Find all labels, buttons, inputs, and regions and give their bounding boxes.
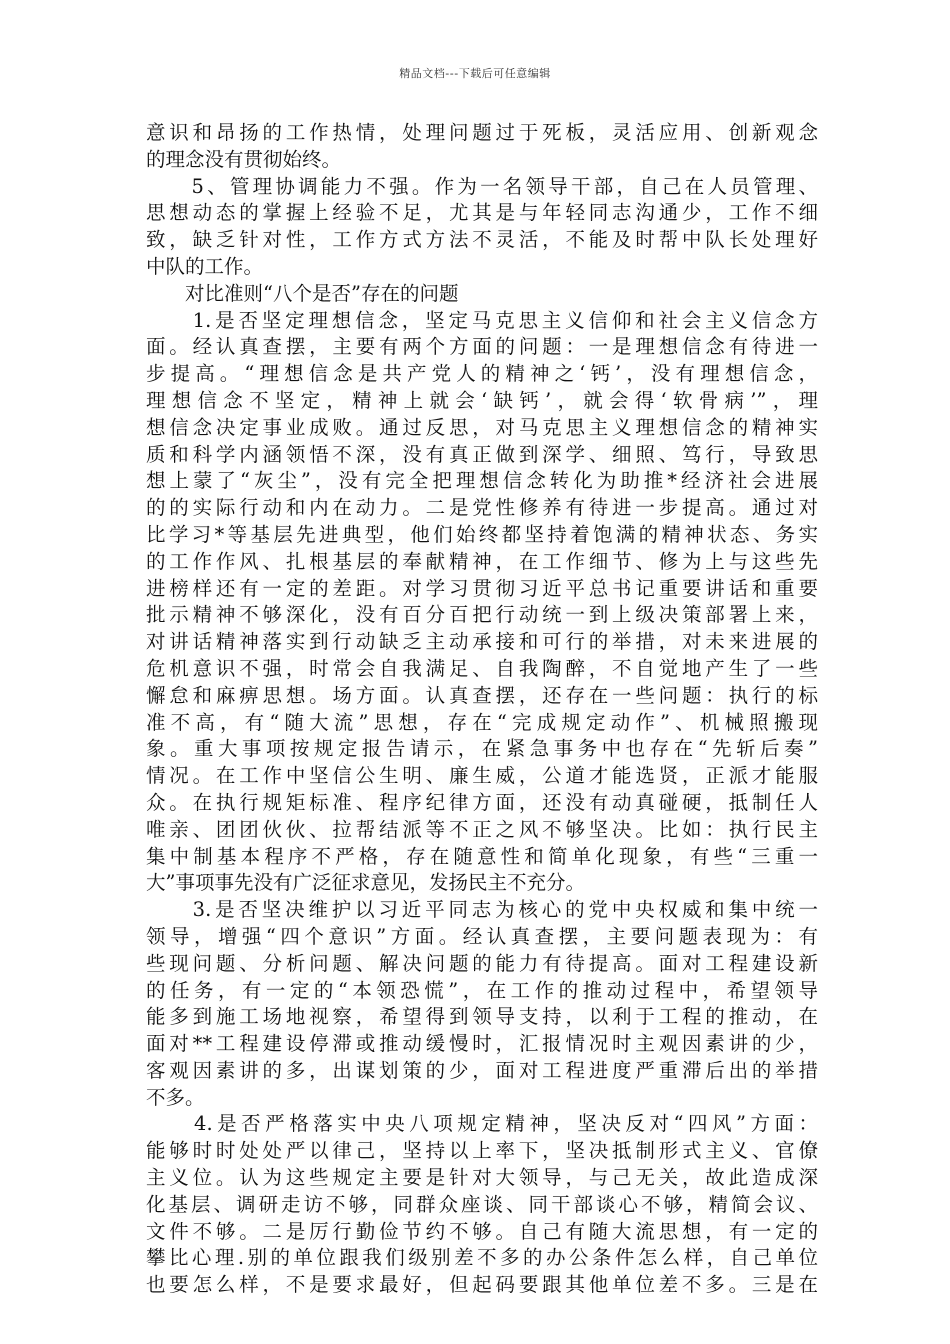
text-line: 3.是否坚决维护以习近平同志为核心的党中央权威和集中统一 bbox=[146, 898, 818, 922]
text-line: 集中制基本程序不严格，存在随意性和简单化现象，有些“三重一 bbox=[146, 844, 818, 868]
text-line: 面。经认真查摆，主要有两个方面的问题：一是理想信念有待进一 bbox=[146, 335, 818, 359]
text-line: 想上蒙了“灰尘”，没有完全把理想信念转化为助推*经济社会进展 bbox=[146, 469, 818, 493]
text-line: 能够时时处处严以律己，坚持以上率下，坚决抵制形式主义、官僚 bbox=[146, 1139, 818, 1163]
text-line: 准不高，有“随大流”思想，存在“完成规定动作”、机械照搬现 bbox=[146, 710, 818, 734]
text-line: 面对**工程建设停滞或推动缓慢时，汇报情况时主观因素讲的少， bbox=[146, 1032, 818, 1056]
text-line: 1.是否坚定理想信念，坚定马克思主义信仰和社会主义信念方 bbox=[146, 308, 818, 332]
document-body bbox=[146, 120, 818, 1299]
text-line: 质和科学内涵领悟不深，没有真正做到深学、细照、笃行，导致思 bbox=[146, 442, 818, 466]
text-line: 唯亲、团团伙伙、拉帮结派等不正之风不够坚决。比如：执行民主 bbox=[146, 817, 818, 841]
text-line: 象。重大事项按规定报告请示，在紧急事务中也存在“先斩后奏” bbox=[146, 737, 818, 761]
text-line: 大”事项事先没有广泛征求意见，发扬民主不充分。 bbox=[146, 871, 585, 895]
text-line: 步提高。“理想信念是共产党人的精神之‘钙’，没有理想信念， bbox=[146, 362, 818, 386]
text-line: 的任务，有一定的“本领恐慌”，在工作的推动过程中，希望领导 bbox=[146, 978, 818, 1002]
text-line: 能多到施工场地视察，希望得到领导支持，以利于工程的推动，在 bbox=[146, 1005, 818, 1029]
text-line: 些现问题、分析问题、解决问题的能力有待提高。面对工程建设新 bbox=[146, 951, 818, 975]
text-line: 批示精神不够深化，没有百分百把行动统一到上级决策部署上来， bbox=[146, 603, 818, 627]
text-line: 4.是否严格落实中央八项规定精神，坚决反对“四风”方面： bbox=[146, 1112, 818, 1136]
text-line: 文件不够。二是厉行勤俭节约不够。自己有随大流思想，有一定的 bbox=[146, 1219, 818, 1243]
text-line: 比学习*等基层先进典型，他们始终都坚持着饱满的精神状态、务实 bbox=[146, 522, 818, 546]
text-line: 5、管理协调能力不强。作为一名领导干部，自己在人员管理、 bbox=[146, 174, 818, 198]
text-line: 思想动态的掌握上经验不足，尤其是与年轻同志沟通少，工作不细 bbox=[146, 201, 818, 225]
text-line: 领导，增强“四个意识”方面。经认真查摆，主要问题表现为：有 bbox=[146, 924, 818, 948]
text-line: 中队的工作。 bbox=[146, 254, 264, 278]
text-line: 的理念没有贯彻始终。 bbox=[146, 147, 342, 171]
text-line: 懈怠和麻痹思想。场方面。认真查摆，还存在一些问题：执行的标 bbox=[146, 683, 818, 707]
text-line: 危机意识不强，时常会自我满足、自我陶醉，不自觉地产生了一些 bbox=[146, 656, 818, 680]
text-line: 进榜样还有一定的差距。对学习贯彻习近平总书记重要讲话和重要 bbox=[146, 576, 818, 600]
text-line: 情况。在工作中坚信公生明、廉生威，公道才能选贤，正派才能服 bbox=[146, 764, 818, 788]
text-line: 的工作作风、扎根基层的奉献精神，在工作细节、修为上与这些先 bbox=[146, 549, 818, 573]
text-line: 众。在执行规矩标准、程序纪律方面，还没有动真碰硬，抵制任人 bbox=[146, 790, 818, 814]
text-line: 化基层、调研走访不够，同群众座谈、同干部谈心不够，精简会议、 bbox=[146, 1192, 818, 1216]
text-line: 也要怎么样，不是要求最好，但起码要跟其他单位差不多。三是在 bbox=[146, 1273, 818, 1297]
text-line: 不多。 bbox=[146, 1085, 205, 1109]
text-line: 主义位。认为这些规定主要是针对大领导，与己无关，故此造成深 bbox=[146, 1166, 818, 1190]
text-line: 的的实际行动和内在动力。二是党性修养有待进一步提高。通过对 bbox=[146, 496, 818, 520]
text-line: 客观因素讲的多，出谋划策的少，面对工程进度严重滞后出的举措 bbox=[146, 1058, 818, 1082]
text-line: 想信念决定事业成败。通过反思，对马克思主义理想信念的精神实 bbox=[146, 415, 818, 439]
text-line: 攀比心理.别的单位跟我们级别差不多的办公条件怎么样，自己单位 bbox=[146, 1246, 818, 1270]
text-line: 对讲话精神落实到行动缺乏主动承接和可行的举措，对未来进展的 bbox=[146, 630, 818, 654]
text-line: 致，缺乏针对性，工作方式方法不灵活，不能及时帮中队长处理好 bbox=[146, 228, 818, 252]
text-line: 理想信念不坚定，精神上就会‘缺钙’，就会得‘软骨病’”，理 bbox=[146, 388, 818, 412]
text-line: 意识和昂扬的工作热情，处理问题过于死板，灵活应用、创新观念 bbox=[146, 121, 818, 144]
text-line: 对比准则“八个是否”存在的问题 bbox=[146, 281, 459, 305]
page-header: 精品文档---下载后可任意编辑 bbox=[399, 67, 551, 80]
